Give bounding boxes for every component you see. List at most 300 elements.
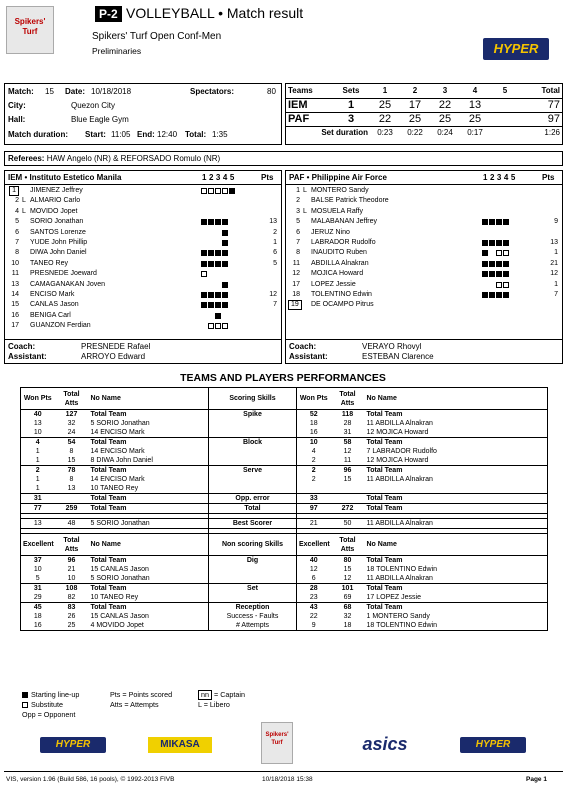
player-row [5, 186, 281, 196]
legend-2 [110, 690, 172, 710]
player-label: Total Team [366, 604, 403, 611]
skill-label: # Attempts [209, 621, 297, 631]
won-value: 1 [35, 448, 40, 455]
player-points: 13 [550, 238, 558, 246]
match-number: 15 [45, 87, 54, 96]
total-value [55, 494, 89, 504]
team-code: PAF [288, 112, 310, 125]
player-row [286, 238, 562, 248]
player-name: ALMARIO Carlo [30, 197, 81, 205]
total-value: 50 [343, 520, 352, 527]
set-lineup [482, 196, 517, 206]
set-lineup [201, 269, 236, 279]
player-row [286, 300, 562, 310]
player-label: 5 SORIO Jonathan [90, 520, 150, 527]
player-name: TOLENTINO Edwin [311, 290, 372, 298]
team-a-coach: PRESNEDE Rafael [81, 342, 151, 351]
player-number: 19 [288, 300, 300, 310]
player-row [5, 196, 281, 206]
player-row [286, 207, 562, 217]
perf-row [21, 438, 548, 448]
player-name: TANEO Rey [30, 259, 68, 267]
header-total: Total [541, 86, 560, 96]
set-score: 25 [378, 98, 392, 111]
won-value [297, 484, 331, 494]
player-name: LOPEZ Jessie [311, 280, 356, 288]
player-label: 11 ABDILLA Alnakran [366, 575, 433, 582]
player-label: Total Team [366, 585, 403, 592]
total-value: 32 [67, 420, 76, 427]
set-score: 25 [468, 112, 482, 125]
total-value: 83 [67, 604, 76, 611]
perf-header-won: Won Pts [297, 388, 331, 410]
player-label [365, 484, 548, 494]
total-value: 68 [343, 604, 352, 611]
player-number: 5 [15, 218, 19, 226]
set-duration [490, 126, 520, 139]
total-value: 13 [67, 485, 76, 492]
perf-row [21, 456, 548, 466]
total-value: 28 [343, 420, 352, 427]
total-value: 96 [67, 557, 76, 564]
won-value: 2 [297, 475, 331, 484]
set-lineup [482, 290, 517, 300]
perf-row [21, 603, 548, 613]
player-number: 7 [15, 238, 19, 246]
legend-opponent: Opp = Opponent [22, 710, 76, 719]
player-row [5, 311, 281, 321]
city-value: Quezon City [71, 101, 116, 110]
player-label: Total Team [366, 411, 403, 418]
match-label: Match: [8, 87, 34, 96]
skill-label [209, 475, 297, 484]
total-value: 31 [343, 429, 352, 436]
total-value: 48 [67, 520, 76, 527]
player-label: 14 ENCISO Mark [90, 429, 145, 436]
player-number: 6 [15, 228, 19, 236]
header-teams: Teams [288, 86, 313, 96]
set-lineup [201, 321, 236, 331]
total-value: 69 [343, 594, 352, 601]
player-points: 1 [273, 238, 277, 246]
player-label: Total Team [90, 439, 127, 446]
footer-date: 10/18/2018 15:38 [262, 776, 313, 783]
won-value: 40 [297, 556, 331, 566]
player-number: 1 [7, 186, 19, 196]
player-row [286, 248, 562, 258]
player-label: 15 CANLAS Jason [90, 613, 149, 620]
set-score: 25 [438, 112, 452, 125]
skill-label [209, 419, 297, 428]
hyper-logo-2: HYPER [460, 737, 526, 753]
libero-mark: L [303, 187, 307, 194]
coach-label: Coach: [8, 342, 36, 351]
total-value: 15 [67, 457, 76, 464]
player-row [5, 300, 281, 310]
set-duration-label: Set duration [321, 128, 368, 138]
player-label: 10 TANEO Rey [90, 485, 139, 492]
player-number: 4 [15, 207, 19, 215]
skill-label: Dig [209, 556, 297, 566]
set-score [490, 98, 520, 112]
set-lineup [482, 228, 517, 238]
player-row [5, 228, 281, 238]
set-lineup [201, 248, 236, 258]
total-value: 11 [343, 457, 352, 464]
player-label: 15 CANLAS Jason [90, 566, 149, 573]
hall-value: Blue Eagle Gym [71, 115, 129, 124]
player-label: Total Team [90, 505, 127, 512]
set-lineup [482, 280, 517, 290]
perf-header-won: Won Pts [23, 395, 52, 402]
perf-header-no-name: No Name [366, 395, 397, 402]
perf-row [21, 466, 548, 476]
set-lineup [482, 269, 517, 279]
player-row [5, 207, 281, 217]
skill-label: Spike [209, 410, 297, 420]
player-row [5, 269, 281, 279]
player-name: MALABANAN Jeffrey [311, 218, 378, 226]
legend-libero: L = Libero [198, 700, 230, 709]
player-number: 11 [292, 259, 300, 267]
set-lineup [201, 280, 236, 290]
player-name: GUANZON Ferdian [30, 322, 91, 330]
performances-title: TEAMS AND PLAYERS PERFORMANCES [180, 372, 386, 384]
player-label: 11 ABDILLA Alnakran [366, 476, 433, 483]
perf-row [21, 574, 548, 584]
player-label: Total Team [366, 495, 403, 502]
set-lineup [482, 207, 517, 217]
set-lineup [201, 228, 236, 238]
team-code: IEM [288, 98, 308, 111]
player-number: 5 [296, 218, 300, 226]
set-lineup [201, 311, 236, 321]
perf-header-total: Total Atts [63, 390, 80, 407]
perf-row [21, 484, 548, 494]
player-label: Total Team [90, 495, 127, 502]
player-name: CAMAGANAKAN Joven [30, 280, 106, 288]
player-label: Total Team [90, 411, 127, 418]
legend-atts: Atts = Attempts [110, 700, 159, 709]
assistant-label: Assistant: [8, 352, 47, 361]
set-duration-row [286, 126, 562, 139]
player-name: DIWA John Daniel [30, 249, 87, 257]
skill-label [209, 593, 297, 603]
best-scorer-row [21, 519, 548, 529]
end-value: 12:40 [157, 130, 178, 139]
player-name: MOJICA Howard [311, 270, 364, 278]
player-label: 12 MOJICA Howard [366, 457, 429, 464]
player-number: 14 [11, 290, 19, 298]
player-label: 5 SORIO Jonathan [90, 575, 150, 582]
set-score [490, 112, 520, 126]
legend-3 [198, 690, 245, 710]
won-value: 45 [33, 604, 42, 611]
report-code: P-2 [95, 6, 122, 22]
player-label: 18 TOLENTINO Edwin [366, 566, 438, 573]
total-label: Total: [185, 130, 207, 139]
set-lineup [482, 300, 517, 310]
perf-header-total: Total Atts [63, 536, 80, 553]
skill-label: Block [209, 438, 297, 448]
mikasa-logo: MIKASA [148, 737, 212, 753]
total-value: 24 [67, 429, 76, 436]
header-set-2: 2 [412, 86, 418, 96]
referees-value: HAW Angelo (NR) & REFORSADO Romulo (NR) [46, 154, 221, 163]
won-value: 4 [297, 447, 331, 456]
skill-label [209, 447, 297, 456]
team-b-assistant: ESTEBAN Clarence [362, 352, 434, 361]
won-value: 31 [33, 495, 42, 502]
legend-substitute: Substitute [22, 700, 79, 710]
player-label: 4 MOVIDO Jopet [90, 622, 144, 629]
set-lineup [482, 186, 517, 196]
total-value: 259 [65, 505, 78, 512]
player-points: 5 [273, 259, 277, 267]
player-row [286, 280, 562, 290]
player-number: 17 [292, 280, 300, 288]
total-value: 108 [65, 585, 78, 592]
perf-row [21, 428, 548, 438]
team-b-coach: VERAYO Rhovyl [362, 342, 422, 351]
hyper-logo: HYPER [40, 737, 106, 753]
player-row [5, 217, 281, 227]
legend-starting: Starting line-up [22, 690, 79, 700]
perf-row [21, 584, 548, 594]
team-b-set-headers: 12345 [483, 173, 518, 182]
player-row [5, 321, 281, 331]
player-label: Total Team [366, 439, 403, 446]
player-name: MOVIDO Jopet [30, 207, 78, 215]
player-points: 1 [554, 280, 558, 288]
spectators-value: 80 [267, 87, 276, 96]
won-value: 2 [297, 456, 331, 466]
skill-label [209, 484, 297, 494]
footer-page: Page 1 [526, 776, 547, 783]
set-duration: 0:24 [437, 128, 453, 138]
player-row [286, 228, 562, 238]
player-points: 13 [269, 218, 277, 226]
won-value: 2 [297, 466, 331, 476]
player-points: 12 [269, 290, 277, 298]
set-lineup [482, 259, 517, 269]
set-lineup [482, 217, 517, 227]
player-name: SORIO Jonathan [30, 218, 84, 226]
team-b-pts-header: Pts [542, 173, 555, 182]
perf-header-no-name: No Name [90, 395, 121, 402]
won-value: 37 [33, 557, 42, 564]
player-label: 10 TANEO Rey [90, 594, 139, 601]
set-lineup [201, 238, 236, 248]
sets-won: 1 [347, 98, 355, 111]
won-value: 28 [297, 584, 331, 594]
page-title: VOLLEYBALL • Match result [126, 5, 304, 21]
perf-row [21, 494, 548, 504]
player-label: 1 MONTERO Sandy [366, 613, 430, 620]
won-value: 5 [35, 575, 40, 582]
total-value: 82 [67, 594, 76, 601]
total-value: 25 [67, 622, 76, 629]
set-duration: 0:17 [467, 128, 483, 138]
footer-version: VIS, version 1.96 (Build 586, 16 pools), © 1992-2013 FIVB [6, 776, 175, 783]
header-set-1: 1 [382, 86, 388, 96]
perf-header-total: Total Atts [339, 390, 356, 407]
player-name: PRESNEDE Joeward [30, 270, 97, 278]
player-number: 15 [11, 301, 19, 309]
set-lineup [201, 186, 236, 196]
set-lineup [201, 217, 236, 227]
player-row [286, 217, 562, 227]
legend-pts: Pts = Points scored [110, 690, 173, 699]
total-value: 96 [343, 467, 352, 474]
skill-label [209, 574, 297, 584]
player-row [5, 238, 281, 248]
set-score: 13 [468, 98, 482, 111]
total-duration: 1:26 [544, 128, 560, 138]
total-value [331, 484, 365, 494]
referees-bar [4, 151, 563, 166]
skill-label: Reception [209, 603, 297, 613]
player-label: 8 DIWA John Daniel [90, 457, 153, 464]
player-label: 14 ENCISO Mark [90, 476, 145, 483]
player-name: MOSUELA Raffy [311, 207, 364, 215]
won-value: 10 [33, 566, 42, 573]
total-value: 8 [69, 448, 74, 455]
skill-label: Success - Faults [209, 612, 297, 621]
won-value: 10 [33, 429, 42, 436]
player-name: JIMENEZ Jeffrey [30, 187, 83, 194]
player-name: CANLAS Jason [30, 301, 79, 309]
perf-row [21, 410, 548, 420]
total-points: 77 [547, 98, 560, 111]
set-lineup [201, 300, 236, 310]
player-number: 3 [296, 207, 300, 215]
team-a-panel [4, 170, 282, 364]
total-value: 127 [65, 411, 78, 418]
player-label: 14 ENCISO Mark [90, 448, 145, 455]
player-name: BALSE Patrick Theodore [311, 197, 389, 205]
player-number: 18 [292, 290, 300, 298]
won-value: 97 [297, 504, 331, 514]
total-points: 97 [547, 112, 560, 125]
player-name: YUDE John Phillip [30, 238, 88, 246]
team-a-pts-header: Pts [261, 173, 274, 182]
player-label: 11 ABDILLA Alnakran [366, 420, 433, 427]
set-score: 22 [438, 98, 452, 111]
player-label: Total Team [90, 467, 127, 474]
set-lineup [482, 238, 517, 248]
header-set-3: 3 [442, 86, 448, 96]
player-row [286, 259, 562, 269]
perf-row [21, 612, 548, 621]
player-name: DE OCAMPO Pitrus [311, 301, 374, 309]
player-label: Total Team [366, 505, 403, 512]
total-value: 12 [343, 575, 352, 582]
date-label: Date: [65, 87, 86, 96]
won-value: 18 [297, 419, 331, 428]
skill-label: Opp. error [209, 494, 297, 504]
won-value: 52 [297, 410, 331, 420]
hyper-logo-top: HYPER [483, 38, 549, 60]
legend-captain: nn = Captain [198, 690, 245, 700]
score-table [285, 83, 563, 145]
won-value: 4 [35, 439, 40, 446]
won-value: 10 [297, 438, 331, 448]
total-value: 8 [69, 476, 74, 483]
perf-row [21, 565, 548, 574]
set-score: 25 [408, 112, 422, 125]
skill-label [209, 565, 297, 574]
spikers-logo-text: Spikers' Turf [14, 17, 46, 36]
won-value: 1 [35, 457, 40, 464]
player-points: 1 [554, 249, 558, 257]
perf-row [21, 447, 548, 456]
won-value: 22 [297, 612, 331, 621]
start-label: Start: [85, 130, 106, 139]
perf-header-total: Total Atts [339, 536, 356, 553]
total-value: 18 [343, 622, 352, 629]
player-points: 21 [550, 259, 558, 267]
total-value [331, 494, 365, 504]
player-number: 12 [292, 270, 300, 278]
player-number: 7 [296, 238, 300, 246]
total-value: 32 [343, 613, 352, 620]
header-sets: Sets [342, 86, 360, 96]
won-value: 43 [297, 603, 331, 613]
end-label: End: [137, 130, 155, 139]
team-a-name: IEM • Instituto Estetico Manila [8, 173, 122, 182]
player-name: ENCISO Mark [30, 290, 75, 298]
player-label: Total Team [90, 557, 127, 564]
team-b-roster [286, 185, 562, 311]
won-value: 12 [297, 565, 331, 574]
skill-label: Best Scorer [209, 519, 297, 529]
total-value: 58 [343, 439, 352, 446]
won-value: 18 [33, 613, 42, 620]
player-name: ABDILLA Alnakran [311, 259, 369, 267]
perf-row [21, 621, 548, 631]
won-value: 23 [297, 593, 331, 603]
player-number: 1 [296, 187, 300, 194]
perf-row [21, 419, 548, 428]
perf-header-mid: Scoring Skills [209, 388, 297, 410]
coach-label: Coach: [289, 342, 317, 351]
player-number: 6 [296, 228, 300, 236]
set-score: 22 [378, 112, 392, 125]
sets-won: 3 [347, 112, 355, 125]
total-value: 78 [67, 467, 76, 474]
won-value: 40 [33, 411, 42, 418]
player-label: 12 MOJICA Howard [366, 429, 429, 436]
player-row [5, 280, 281, 290]
player-number: 8 [296, 249, 300, 257]
team-b-name: PAF • Philippine Air Force [289, 173, 387, 182]
player-label: Total Team [90, 604, 127, 611]
set-lineup [201, 196, 236, 206]
player-label: Total Team [366, 557, 403, 564]
total-value: 118 [341, 411, 354, 418]
player-row [286, 269, 562, 279]
perf-header-no-name: No Name [90, 541, 121, 548]
city-label: City: [8, 101, 26, 110]
perf-row [21, 593, 548, 603]
perf-header-won: Excellent [23, 541, 54, 548]
set-score: 17 [408, 98, 422, 111]
won-value: 13 [33, 520, 42, 527]
player-name: LABRADOR Rudolfo [311, 238, 376, 246]
set-duration: 0:23 [377, 128, 393, 138]
skill-label: Serve [209, 466, 297, 476]
